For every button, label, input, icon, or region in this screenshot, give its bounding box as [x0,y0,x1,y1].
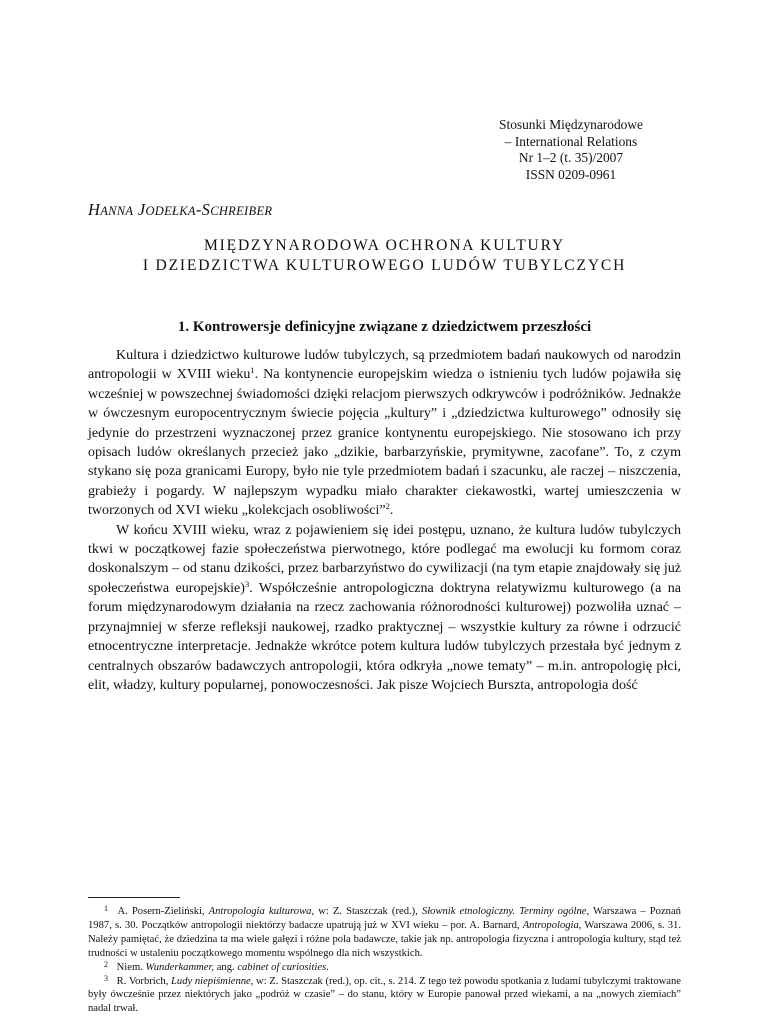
footnote-separator [88,897,180,898]
paragraph-2: W końcu XVIII wieku, wraz z pojawieniem się idei postępu, uznano, że kultura ludów tubylczych tkwi w początkowej fazie społeczeństwa pierwotnego, które podlegać ma ewolucji ku formom coraz doskonalszym – od stanu dzikości, przez barbarzyństwo do cywilizacji (na tym etapie znajdowały się już społeczeństwa europejskie)$^3$. Współcześnie antropologiczna doktryna relatywizmu kulturowego (a na forum międzynarodowym działania na rzecz zachowania różnorodności kulturowej) pozwoliła uznać – przynajmniej w sferze refleksji naukowej, rzadko praktycznej – wszystkie kultury za równe i odrzucić etnocentryczne interpretacje. Jednakże wkrótce potem kultura ludów tubylczych przestała być jednym z centralnych obszarów badawczych antropologii, która odkryła „nowe tematy” – m.in. antropologię płci, elit, władzy, kultury popularnej, ponowoczesności. Jak pisze Wojciech Burszta, antropologia dość [88,521,681,693]
author-name: HANNA JODEŁKA-SCHREIBER [88,200,273,219]
paragraph-1: Kultura i dziedzictwo kulturowe ludów tubylczych, są przedmiotem badań naukowych od narodzin antropologii w XVIII wieku$^1$. Na kontynencie europejskim wiedza o istnieniu tych ludów pojawiła się wcześniej w powszechnej świadomości dzięki relacjom pierwszych odkrywców i podróżników. Jednakże w ówczesnym europocentrycznym świecie pojęcia „kultury” i „dziedzictwa kulturowego” odnosiły się jedynie do przestrzeni wyznaczonej przez granice kontynentu europejskiego. Nie stosowano ich przy opisach ludów określanych przecież jako „dzikie, barbarzyńskie, prymitywne, zacofane”. To, z czym stykano się poza granicami Europy, było nie tyle przedmiotem badań i szacunku, ale raczej – niszczenia, grabieży i pogardy. W najlepszym wypadku miało charakter ciekawostki, wartej umieszczenia w tworzonych od XVI wieku „kolekcjach osobliwości”$^2$. [88,347,681,519]
footnote-ref-2[interactable]: 2 [385,501,390,512]
journal-issue: Nr 1–2 (t. 35)/2007 [518,150,624,165]
footnote-1: 1 A. Posern-Zieliński, Antropologia kulturowa, w: Z. Staszczak (red.), Słownik etnologiczny. Terminy ogólne, Warszawa – Poznań 1987, s. 30. Początków antropologii niektórzy badacze upatrują już w XVI wieku – por. A. Barnard, Antropologia, Warszawa 2006, s. 31. Należy pamiętać, że dziedzina ta ma wiele gałęzi i różne pola badawcze, takie jak np. antropologia fizyczna i antropologia kultury, stąd też trudności w ustaleniu początkowego momentu wspólnego dla nich wszystkich. [88,904,681,959]
footnote-2: 2 Niem. Wunderkammer, ang. cabinet of curiosities. [104,959,329,973]
footnote-3: 3 R. Vorbrich, Ludy niepiśmienne, w: Z. Staszczak (red.), op. cit., s. 214. Z tego też powodu spotkania z ludami tubylczymi traktowane były ówcześnie przez niektórych jako „podróż w czasie” – do stanu, który w Europie panował przed wiekami, a na „nowych ziemiach” nadal trwał. [88,973,681,1015]
journal-name: Stosunki Międzynarodowe [499,117,643,132]
article-title-line-2: I DZIEDZICTWA KULTUROWEGO LUDÓW TUBYLCZYCH [142,257,627,274]
journal-name-english: – International Relations [504,133,638,149]
section-heading: 1. Kontrowersje definicyjne związane z dziedzictwem przeszłości [177,319,592,335]
journal-issn: ISSN 0209-0961 [525,166,617,182]
footnotes [88,905,681,1016]
footnote-ref-3[interactable]: 3 [244,578,250,589]
body-text [88,346,681,695]
journal-info [471,117,671,183]
footnote-ref-1[interactable]: 1 [250,365,255,376]
article-title-line-1: MIĘDZYNARODOWA OCHRONA KULTURY [204,237,565,254]
article-title [88,236,681,276]
